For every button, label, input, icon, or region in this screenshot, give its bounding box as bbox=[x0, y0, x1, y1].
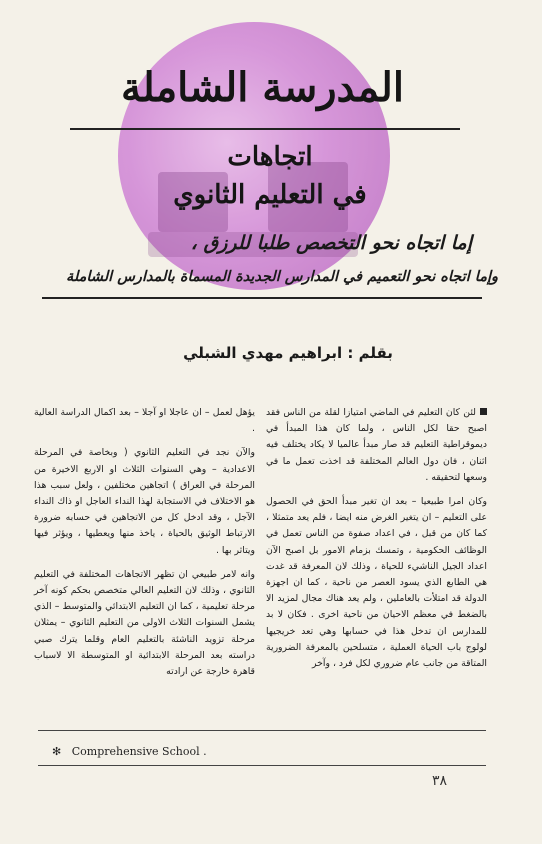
paragraph: يؤهل لعمل – ان عاجلا او آجلا – بعد اكمال الدراسة العالية . bbox=[34, 407, 255, 435]
paragraph: لئن كان التعليم في الماضي امتيازا لقلة من الناس فقد اصبح حقا لكل الناس ، ولما كان هذا المبدأ في ديموقراطية التعليم قد صار مبدأ عالميا لا يكاد يختلف فيه اثنان ، فان دول العالم المختلفة قد اخذت تعمل ما في وسعها لتحقيقه . bbox=[266, 407, 487, 483]
footnote bbox=[52, 745, 207, 758]
bullet-square-icon bbox=[480, 408, 487, 415]
paragraph: والآن نجد في التعليم الثانوي ( وبخاصة في المرحلة الاعدادية – وهي السنوات الثلاث او الاربع الاخيرة من المرحلة في العراق ) اتجاهين مختلفين ، ولعل سبب هذا هو الاختلاف في الاستجابة لهذا النداء العاجل او ذاك النداء الآجل ، وقد ادخل كل من الاتجاهين في حسابه ضرورة الارتباط الوثيق بالحياة ، ياخذ منها ويعطيها ، ويؤثر فيها ويتاثر بها . bbox=[34, 447, 255, 556]
page-number: ٣٨ bbox=[432, 773, 448, 789]
left-column bbox=[34, 405, 255, 688]
handwritten-line-1: إما اتجاه نحو التخصص طلبا للرزق ، bbox=[190, 232, 472, 254]
footnote-rule bbox=[38, 730, 486, 731]
footnote-text: Comprehensive School . bbox=[71, 745, 207, 758]
paragraph: وانه لامر طبيعي ان تظهر الاتجاهات المختلفة في التعليم الثانوي ، وذلك لان التعليم العالي متخصص بحكم كونه آخر مرحلة تعليمية ، كما ان التعليم الابتدائي والمتوسط – الذي يشمل السنوات الثلاث الاولى من التعليم الثانوي – يمثلان مرحلة تزويد الناشئة بالتعليم العام وقلما يترك صبي دراسته بعد المرحلة الابتدائية او المتوسطة الا لاسباب قاهرة خارجة عن ارادته bbox=[34, 568, 255, 678]
subtitle-line-1: اتجاهات bbox=[227, 142, 313, 172]
handwritten-line-2: وإما اتجاه نحو التعميم في المدارس الجديدة المسماة بالمدارس الشاملة bbox=[66, 268, 498, 285]
header-bottom-rule bbox=[42, 297, 482, 299]
right-column bbox=[266, 405, 487, 680]
asterisk-icon: ✻ bbox=[52, 745, 62, 758]
title-underline bbox=[70, 128, 460, 130]
paragraph: وكان امرا طبيعيا – بعد ان تغير مبدأ الحق في الحصول على التعليم – ان يتغير الغرض منه ايضا ، فلم يعد متمثلا ، كما كان من قبل ، في اعداد صفوة من الناس تعمل في الوظائف الحكومية ، وتمسك بزمام الامور بل اصبح الآن اعداد الجيل الناشيء للحياة ، وذلك لان المعرفة قد غدت هي الطابع الذي يسود العصر من ناحية ، كما ان اجهزة الدولة قد امتلأت بالعاملين ، ولم يعد هناك مجال لمزيد الا بالضغط في معظم الاحيان من ناحية اخرى . فكان لا بد للمدارس ان تدخل هذا في حسابها وهي تعد خريجيها لولوج باب الحياة العملية ، متسلحين بالمعرفة الضرورية المتاقة من جانب عام ضروري لكل فرد ، وآخر bbox=[266, 496, 487, 670]
article-title: المدرسة الشاملة bbox=[121, 64, 404, 111]
page-bottom-rule bbox=[38, 765, 486, 766]
author-byline: بقلم : ابراهيم مهدي الشبلي bbox=[183, 344, 393, 362]
subtitle-line-2: في التعليم الثانوي bbox=[173, 180, 367, 210]
